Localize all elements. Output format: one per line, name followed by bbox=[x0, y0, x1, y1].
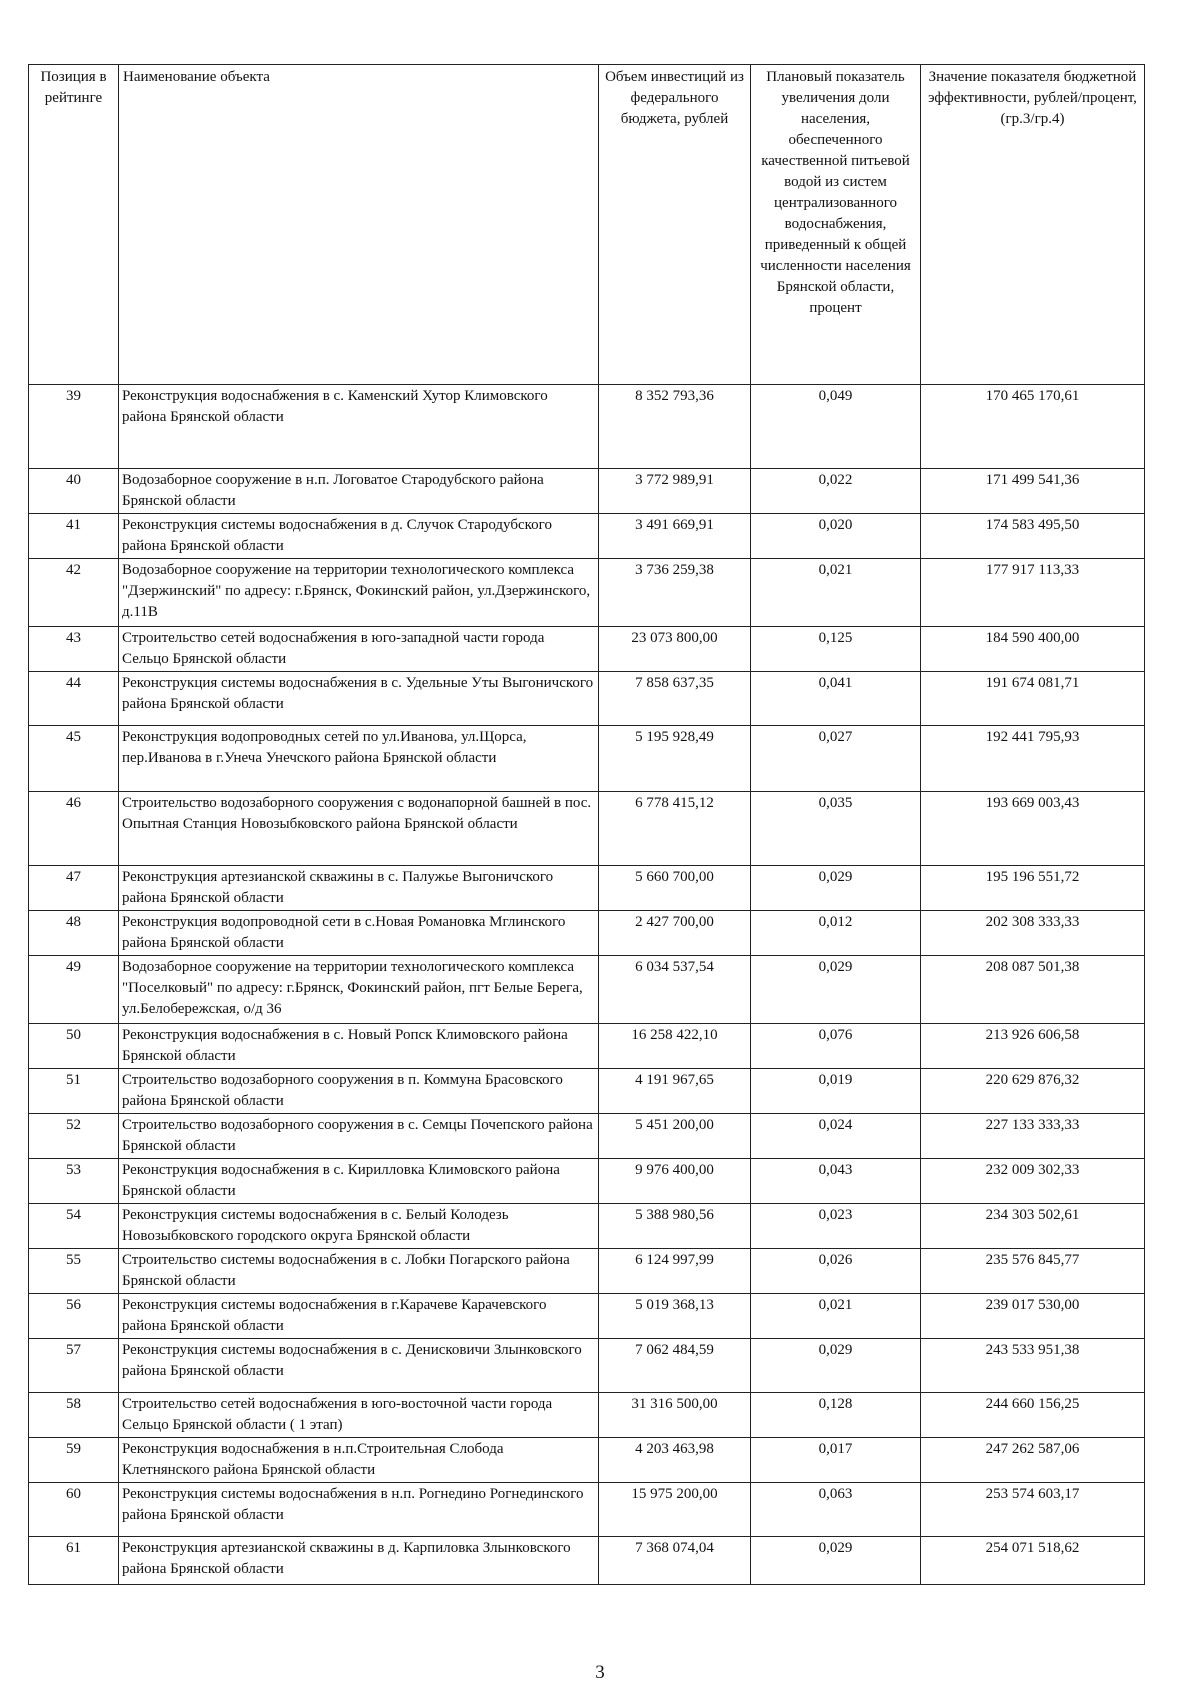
investment-cell: 15 975 200,00 bbox=[599, 1483, 751, 1537]
investment-cell: 5 660 700,00 bbox=[599, 866, 751, 911]
planned-share-cell: 0,035 bbox=[751, 792, 921, 866]
efficiency-cell: 208 087 501,38 bbox=[921, 956, 1145, 1024]
investment-cell: 5 388 980,56 bbox=[599, 1204, 751, 1249]
efficiency-cell: 177 917 113,33 bbox=[921, 559, 1145, 627]
investment-cell: 8 352 793,36 bbox=[599, 385, 751, 469]
planned-share-cell: 0,125 bbox=[751, 627, 921, 672]
efficiency-cell: 254 071 518,62 bbox=[921, 1537, 1145, 1585]
planned-share-cell: 0,049 bbox=[751, 385, 921, 469]
planned-share-cell: 0,021 bbox=[751, 1294, 921, 1339]
table-row bbox=[29, 1024, 1145, 1069]
object-name-cell: Реконструкция системы водоснабжения в н.п. Рогнедино Рогнединского района Брянской области bbox=[119, 1483, 599, 1537]
table-row bbox=[29, 1339, 1145, 1393]
table-header-row bbox=[29, 65, 1145, 385]
investment-cell: 5 019 368,13 bbox=[599, 1294, 751, 1339]
efficiency-cell: 170 465 170,61 bbox=[921, 385, 1145, 469]
investment-cell: 3 772 989,91 bbox=[599, 469, 751, 514]
position-cell: 50 bbox=[29, 1024, 119, 1069]
rating-table bbox=[28, 64, 1145, 1585]
efficiency-cell: 171 499 541,36 bbox=[921, 469, 1145, 514]
investment-cell: 31 316 500,00 bbox=[599, 1393, 751, 1438]
planned-share-cell: 0,021 bbox=[751, 559, 921, 627]
investment-cell: 2 427 700,00 bbox=[599, 911, 751, 956]
object-name-cell: Реконструкция водопроводных сетей по ул.Иванова, ул.Щорса, пер.Иванова в г.Унеча Унечского района Брянской области bbox=[119, 726, 599, 792]
planned-share-cell: 0,076 bbox=[751, 1024, 921, 1069]
efficiency-cell: 192 441 795,93 bbox=[921, 726, 1145, 792]
investment-cell: 7 858 637,35 bbox=[599, 672, 751, 726]
efficiency-cell: 191 674 081,71 bbox=[921, 672, 1145, 726]
position-cell: 48 bbox=[29, 911, 119, 956]
investment-cell: 6 778 415,12 bbox=[599, 792, 751, 866]
object-name-cell: Реконструкция артезианской скважины в д. Карпиловка Злынковского района Брянской области bbox=[119, 1537, 599, 1585]
table-row bbox=[29, 672, 1145, 726]
position-cell: 53 bbox=[29, 1159, 119, 1204]
planned-share-cell: 0,029 bbox=[751, 1537, 921, 1585]
object-name-cell: Реконструкция артезианской скважины в с. Палужье Выгоничского района Брянской области bbox=[119, 866, 599, 911]
efficiency-cell: 235 576 845,77 bbox=[921, 1249, 1145, 1294]
position-cell: 42 bbox=[29, 559, 119, 627]
planned-share-cell: 0,026 bbox=[751, 1249, 921, 1294]
object-name-cell: Реконструкция водоснабжения в с. Кирилловка Климовского района Брянской области bbox=[119, 1159, 599, 1204]
position-cell: 52 bbox=[29, 1114, 119, 1159]
investment-cell: 4 191 967,65 bbox=[599, 1069, 751, 1114]
page-number: 3 bbox=[595, 1662, 605, 1683]
investment-cell: 23 073 800,00 bbox=[599, 627, 751, 672]
object-name-cell: Реконструкция водоснабжения в с. Новый Ропск Климовского района Брянской области bbox=[119, 1024, 599, 1069]
efficiency-cell: 193 669 003,43 bbox=[921, 792, 1145, 866]
investment-cell: 16 258 422,10 bbox=[599, 1024, 751, 1069]
position-cell: 60 bbox=[29, 1483, 119, 1537]
planned-share-cell: 0,027 bbox=[751, 726, 921, 792]
table-row bbox=[29, 627, 1145, 672]
efficiency-cell: 220 629 876,32 bbox=[921, 1069, 1145, 1114]
efficiency-cell: 247 262 587,06 bbox=[921, 1438, 1145, 1483]
planned-share-cell: 0,024 bbox=[751, 1114, 921, 1159]
object-name-cell: Реконструкция системы водоснабжения в с. Денисковичи Злынковского района Брянской области bbox=[119, 1339, 599, 1393]
object-name-cell: Водозаборное сооружение на территории технологического комплекса "Поселковый" по адресу: г.Брянск, Фокинский район, пгт Белые Берега, ул.Белобережская, о/д 36 bbox=[119, 956, 599, 1024]
position-cell: 61 bbox=[29, 1537, 119, 1585]
efficiency-cell: 239 017 530,00 bbox=[921, 1294, 1145, 1339]
table-row bbox=[29, 792, 1145, 866]
object-name-cell: Реконструкция водопроводной сети в с.Новая Романовка Мглинского района Брянской области bbox=[119, 911, 599, 956]
table-row bbox=[29, 1483, 1145, 1537]
position-cell: 46 bbox=[29, 792, 119, 866]
object-name-cell: Реконструкция системы водоснабжения в д. Случок Стародубского района Брянской области bbox=[119, 514, 599, 559]
planned-share-cell: 0,017 bbox=[751, 1438, 921, 1483]
position-cell: 41 bbox=[29, 514, 119, 559]
object-name-cell: Реконструкция системы водоснабжения в г.Карачеве Карачевского района Брянской области bbox=[119, 1294, 599, 1339]
object-name-cell: Строительство сетей водоснабжения в юго-восточной части города Сельцо Брянской области ( 1 этап) bbox=[119, 1393, 599, 1438]
table-row bbox=[29, 866, 1145, 911]
investment-cell: 3 736 259,38 bbox=[599, 559, 751, 627]
planned-share-cell: 0,128 bbox=[751, 1393, 921, 1438]
position-cell: 51 bbox=[29, 1069, 119, 1114]
header-position: Позиция в рейтинге bbox=[29, 65, 119, 385]
efficiency-cell: 234 303 502,61 bbox=[921, 1204, 1145, 1249]
efficiency-cell: 232 009 302,33 bbox=[921, 1159, 1145, 1204]
object-name-cell: Реконструкция системы водоснабжения в с. Белый Колодезь Новозыбковского городского округа Брянской области bbox=[119, 1204, 599, 1249]
investment-cell: 5 195 928,49 bbox=[599, 726, 751, 792]
position-cell: 49 bbox=[29, 956, 119, 1024]
efficiency-cell: 213 926 606,58 bbox=[921, 1024, 1145, 1069]
efficiency-cell: 227 133 333,33 bbox=[921, 1114, 1145, 1159]
position-cell: 54 bbox=[29, 1204, 119, 1249]
efficiency-cell: 174 583 495,50 bbox=[921, 514, 1145, 559]
object-name-cell: Реконструкция водоснабжения в н.п.Строительная Слобода Клетнянского района Брянской области bbox=[119, 1438, 599, 1483]
position-cell: 44 bbox=[29, 672, 119, 726]
investment-cell: 7 062 484,59 bbox=[599, 1339, 751, 1393]
object-name-cell: Строительство водозаборного сооружения в с. Семцы Почепского района Брянской области bbox=[119, 1114, 599, 1159]
planned-share-cell: 0,029 bbox=[751, 866, 921, 911]
table-row bbox=[29, 1204, 1145, 1249]
position-cell: 57 bbox=[29, 1339, 119, 1393]
position-cell: 47 bbox=[29, 866, 119, 911]
table-row bbox=[29, 1159, 1145, 1204]
table-body bbox=[29, 385, 1145, 1585]
position-cell: 39 bbox=[29, 385, 119, 469]
table-row bbox=[29, 1294, 1145, 1339]
object-name-cell: Реконструкция водоснабжения в с. Каменский Хутор Климовского района Брянской области bbox=[119, 385, 599, 469]
efficiency-cell: 184 590 400,00 bbox=[921, 627, 1145, 672]
planned-share-cell: 0,019 bbox=[751, 1069, 921, 1114]
object-name-cell: Строительство системы водоснабжения в с. Лобки Погарского района Брянской области bbox=[119, 1249, 599, 1294]
object-name-cell: Водозаборное сооружение в н.п. Логоватое Стародубского района Брянской области bbox=[119, 469, 599, 514]
table-row bbox=[29, 559, 1145, 627]
position-cell: 40 bbox=[29, 469, 119, 514]
efficiency-cell: 244 660 156,25 bbox=[921, 1393, 1145, 1438]
planned-share-cell: 0,029 bbox=[751, 1339, 921, 1393]
investment-cell: 6 034 537,54 bbox=[599, 956, 751, 1024]
planned-share-cell: 0,020 bbox=[751, 514, 921, 559]
efficiency-cell: 243 533 951,38 bbox=[921, 1339, 1145, 1393]
efficiency-cell: 195 196 551,72 bbox=[921, 866, 1145, 911]
position-cell: 59 bbox=[29, 1438, 119, 1483]
investment-cell: 3 491 669,91 bbox=[599, 514, 751, 559]
investment-cell: 4 203 463,98 bbox=[599, 1438, 751, 1483]
position-cell: 56 bbox=[29, 1294, 119, 1339]
efficiency-cell: 253 574 603,17 bbox=[921, 1483, 1145, 1537]
position-cell: 58 bbox=[29, 1393, 119, 1438]
header-efficiency: Значение показателя бюджетной эффективности, рублей/процент, (гр.3/гр.4) bbox=[921, 65, 1145, 385]
header-planned-share: Плановый показатель увеличения доли населения, обеспеченного качественной питьевой водой из систем централизованного водоснабжения, приведенный к общей численности населения Брянской области, процент bbox=[751, 65, 921, 385]
planned-share-cell: 0,043 bbox=[751, 1159, 921, 1204]
position-cell: 55 bbox=[29, 1249, 119, 1294]
table-row bbox=[29, 956, 1145, 1024]
object-name-cell: Реконструкция системы водоснабжения в с. Удельные Уты Выгоничского района Брянской области bbox=[119, 672, 599, 726]
table-row bbox=[29, 726, 1145, 792]
planned-share-cell: 0,023 bbox=[751, 1204, 921, 1249]
planned-share-cell: 0,029 bbox=[751, 956, 921, 1024]
planned-share-cell: 0,063 bbox=[751, 1483, 921, 1537]
planned-share-cell: 0,022 bbox=[751, 469, 921, 514]
object-name-cell: Водозаборное сооружение на территории технологического комплекса "Дзержинский" по адресу: г.Брянск, Фокинский район, ул.Дзержинского, д.11В bbox=[119, 559, 599, 627]
investment-cell: 7 368 074,04 bbox=[599, 1537, 751, 1585]
investment-cell: 5 451 200,00 bbox=[599, 1114, 751, 1159]
table-row bbox=[29, 1438, 1145, 1483]
investment-cell: 9 976 400,00 bbox=[599, 1159, 751, 1204]
header-investment: Объем инвестиций из федерального бюджета, рублей bbox=[599, 65, 751, 385]
table-row bbox=[29, 469, 1145, 514]
object-name-cell: Строительство водозаборного сооружения с водонапорной башней в пос. Опытная Станция Новозыбковского района Брянской области bbox=[119, 792, 599, 866]
table-row bbox=[29, 1537, 1145, 1585]
investment-cell: 6 124 997,99 bbox=[599, 1249, 751, 1294]
rating-table-container bbox=[28, 64, 1144, 1585]
table-row bbox=[29, 1249, 1145, 1294]
object-name-cell: Строительство сетей водоснабжения в юго-западной части города Сельцо Брянской области bbox=[119, 627, 599, 672]
table-row bbox=[29, 385, 1145, 469]
table-row bbox=[29, 514, 1145, 559]
header-object-name: Наименование объекта bbox=[119, 65, 599, 385]
position-cell: 43 bbox=[29, 627, 119, 672]
efficiency-cell: 202 308 333,33 bbox=[921, 911, 1145, 956]
object-name-cell: Строительство водозаборного сооружения в п. Коммуна Брасовского района Брянской области bbox=[119, 1069, 599, 1114]
position-cell: 45 bbox=[29, 726, 119, 792]
table-row bbox=[29, 911, 1145, 956]
planned-share-cell: 0,041 bbox=[751, 672, 921, 726]
table-row bbox=[29, 1114, 1145, 1159]
table-row bbox=[29, 1069, 1145, 1114]
planned-share-cell: 0,012 bbox=[751, 911, 921, 956]
table-row bbox=[29, 1393, 1145, 1438]
